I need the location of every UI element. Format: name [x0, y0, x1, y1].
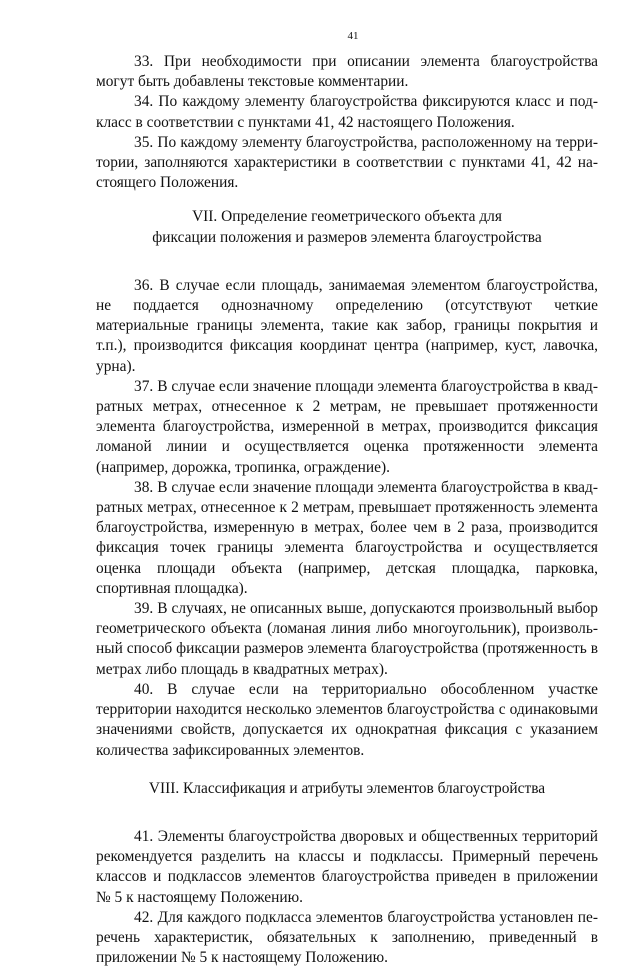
section-vii-heading-line1: VII. Определение геометрического объекта для	[192, 208, 502, 226]
section-vii-heading	[96, 207, 598, 247]
section-viii-heading: VIII. Классификация и атрибуты элементов благоустройства	[148, 779, 546, 797]
page-number: 41	[347, 30, 359, 42]
paragraph-38: 38. В случае если значение площади элемента благоустройства в квадратных метрах, отнесенное к 2 метрам, превышает протяженность элемента благоустройства, измеренную в метрах, более чем в 2 раза, производится фиксация точек границы элемента благоустройства и осуществляется оценка площади объекта (например, детская площадка, парковка, спортивная площадка).	[96, 478, 598, 597]
paragraph-33: 33. При необходимости при описании элемента благоустройства могут быть добавлены текстовые комментарии.	[96, 53, 598, 91]
paragraph-40: 40. В случае если на территориально обособленном участке территории находится несколько элементов благоустройства с одинаковыми значениями свойств, допускается их однократная фиксация с указанием количества зафиксированных элементов.	[96, 680, 598, 759]
paragraph-34: 34. По каждому элементу благоустройства фиксируются класс и подкласс в соответствии с пунктами 41, 42 настоящего Положения.	[96, 93, 598, 131]
paragraph-42: 42. Для каждого подкласса элементов благоустройства установлен перечень характеристик, обязательных к заполнению, приведенный в приложении № 5 к настоящему Положению.	[96, 908, 598, 967]
paragraph-37: 37. В случае если значение площади элемента благоустройства в квадратных метрах, отнесенное к 2 метрам, не превышает протяженности элемента благоустройства, измеренной в метрах, производится фиксация ломаной линии и осуществляется оценка протяженности элемента (например, дорожка, тропинка, ограждение).	[96, 377, 598, 476]
paragraph-39: 39. В случаях, не описанных выше, допускаются произвольный выбор геометрического объекта (ломаная линия либо многоугольник), произвольный способ фиксации размеров элемента благоустройства (протяженность в метрах либо площадь в квадратных метрах).	[96, 600, 598, 678]
paragraph-35: 35. По каждому элементу благоустройства, расположенному на территории, заполняются характеристики в соответствии с пунктами 41, 42 настоящего Положения.	[96, 133, 598, 192]
section-vii-heading-line2: фиксации положения и размеров элемента благоустройства	[152, 228, 542, 246]
paragraph-41: 41. Элементы благоустройства дворовых и общественных территорий рекомендуется разделить на классы и подклассы. Примерный перечень классов и подклассов элементов благоустройства приведен в приложении № 5 к настоящему Положению.	[96, 827, 598, 906]
paragraph-36: 36. В случае если площадь, занимаемая элементом благоустройства, не поддается однозначному определению (отсутствуют четкие материальные границы элемента, такие как забор, границы покрытия и т.п.), производится фиксация координат центра (например, куст, лавочка, урна).	[96, 276, 598, 375]
